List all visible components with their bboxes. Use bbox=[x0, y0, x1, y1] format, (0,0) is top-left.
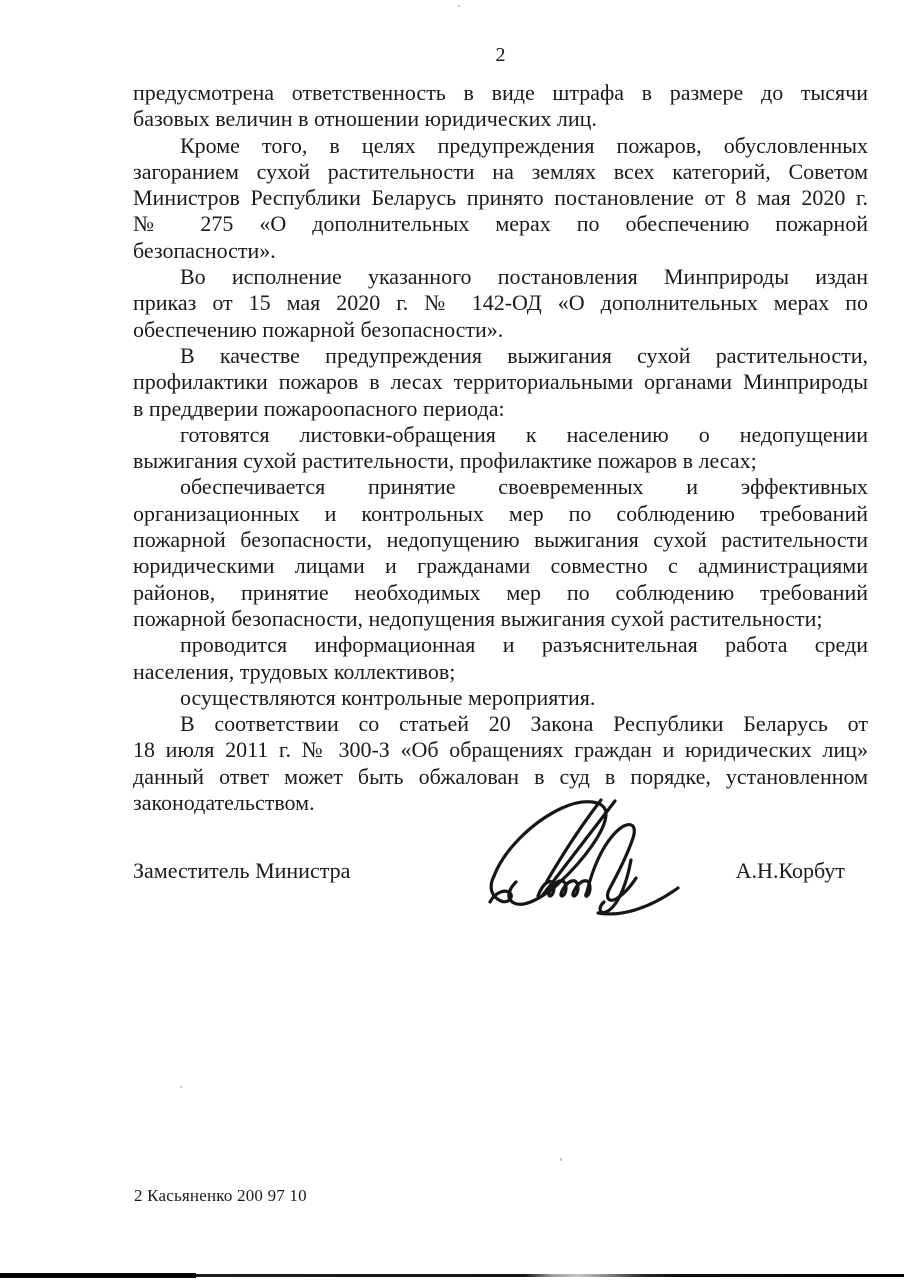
text-line: обеспечению пожарной безопасности». bbox=[133, 316, 504, 342]
text-line: Во исполнение указанного постановления Минприроды издан bbox=[180, 264, 868, 290]
scan-speck bbox=[458, 5, 460, 7]
text-line: загоранием сухой растительности на землях всех категорий, Советом bbox=[133, 158, 868, 184]
text-line: приказ от 15 мая 2020 г. № 142-ОД «О дополнительных мерах по bbox=[133, 290, 868, 316]
text-line: организационных и контрольных мер по соблюдению требований bbox=[133, 500, 868, 526]
signoff-name: А.Н.Корбут bbox=[735, 858, 845, 883]
text-line: В качестве предупреждения выжигания сухой растительности, bbox=[180, 342, 868, 368]
scan-speck bbox=[560, 1158, 562, 1161]
signature-icon bbox=[480, 796, 695, 920]
text-line: проводится информационная и разъяснительная работа среди bbox=[180, 632, 868, 658]
page-number: 2 bbox=[495, 44, 506, 66]
text-line: обеспечивается принятие своевременных и эффективных bbox=[180, 474, 868, 500]
text-line: готовятся листовки-обращения к населению о недопущении bbox=[180, 421, 868, 447]
text-line: профилактики пожаров в лесах территориальными органами Минприроды bbox=[133, 369, 868, 395]
text-line: районов, принятие необходимых мер по соблюдению требований bbox=[133, 579, 868, 605]
text-line: населения, трудовых коллективов; bbox=[133, 658, 456, 684]
text-line: осуществляются контрольные мероприятия. bbox=[180, 684, 596, 710]
text-line: предусмотрена ответственность в виде штрафа в размере до тысячи bbox=[133, 80, 868, 105]
text-line: законодательством. bbox=[133, 790, 315, 816]
footer-reference: 2 Касьяненко 200 97 10 bbox=[134, 1186, 307, 1205]
document-body bbox=[133, 80, 868, 816]
text-line: В соответствии со статьей 20 Закона Республики Беларусь от bbox=[180, 711, 868, 737]
scan-speck bbox=[180, 1086, 182, 1088]
text-line: пожарной безопасности, недопущения выжигания сухой растительности; bbox=[133, 605, 823, 631]
text-line: в преддверии пожароопасного периода: bbox=[133, 395, 505, 421]
text-line: Министров Республики Беларусь принято постановление от 8 мая 2020 г. bbox=[133, 185, 868, 211]
text-line: пожарной безопасности, недопущению выжигания сухой растительности bbox=[133, 527, 868, 553]
text-line: безопасности». bbox=[133, 237, 276, 263]
text-line: базовых величин в отношении юридических лиц. bbox=[133, 106, 597, 132]
text-line: 18 июля 2011 г. № 300-З «Об обращениях граждан и юридических лиц» bbox=[133, 737, 868, 763]
signoff-position-title: Заместитель Министра bbox=[133, 858, 351, 883]
text-line: юридическими лицами и гражданами совместно с администрациями bbox=[133, 553, 868, 579]
scan-artifact-line bbox=[0, 1274, 904, 1277]
text-line: данный ответ может быть обжалован в суд в порядке, установленном bbox=[133, 763, 868, 789]
text-line: № 275 «О дополнительных мерах по обеспечению пожарной bbox=[133, 211, 868, 237]
text-line: Кроме того, в целях предупреждения пожаров, обусловленных bbox=[180, 132, 868, 158]
text-line: выжигания сухой растительности, профилактике пожаров в лесах; bbox=[133, 448, 757, 474]
